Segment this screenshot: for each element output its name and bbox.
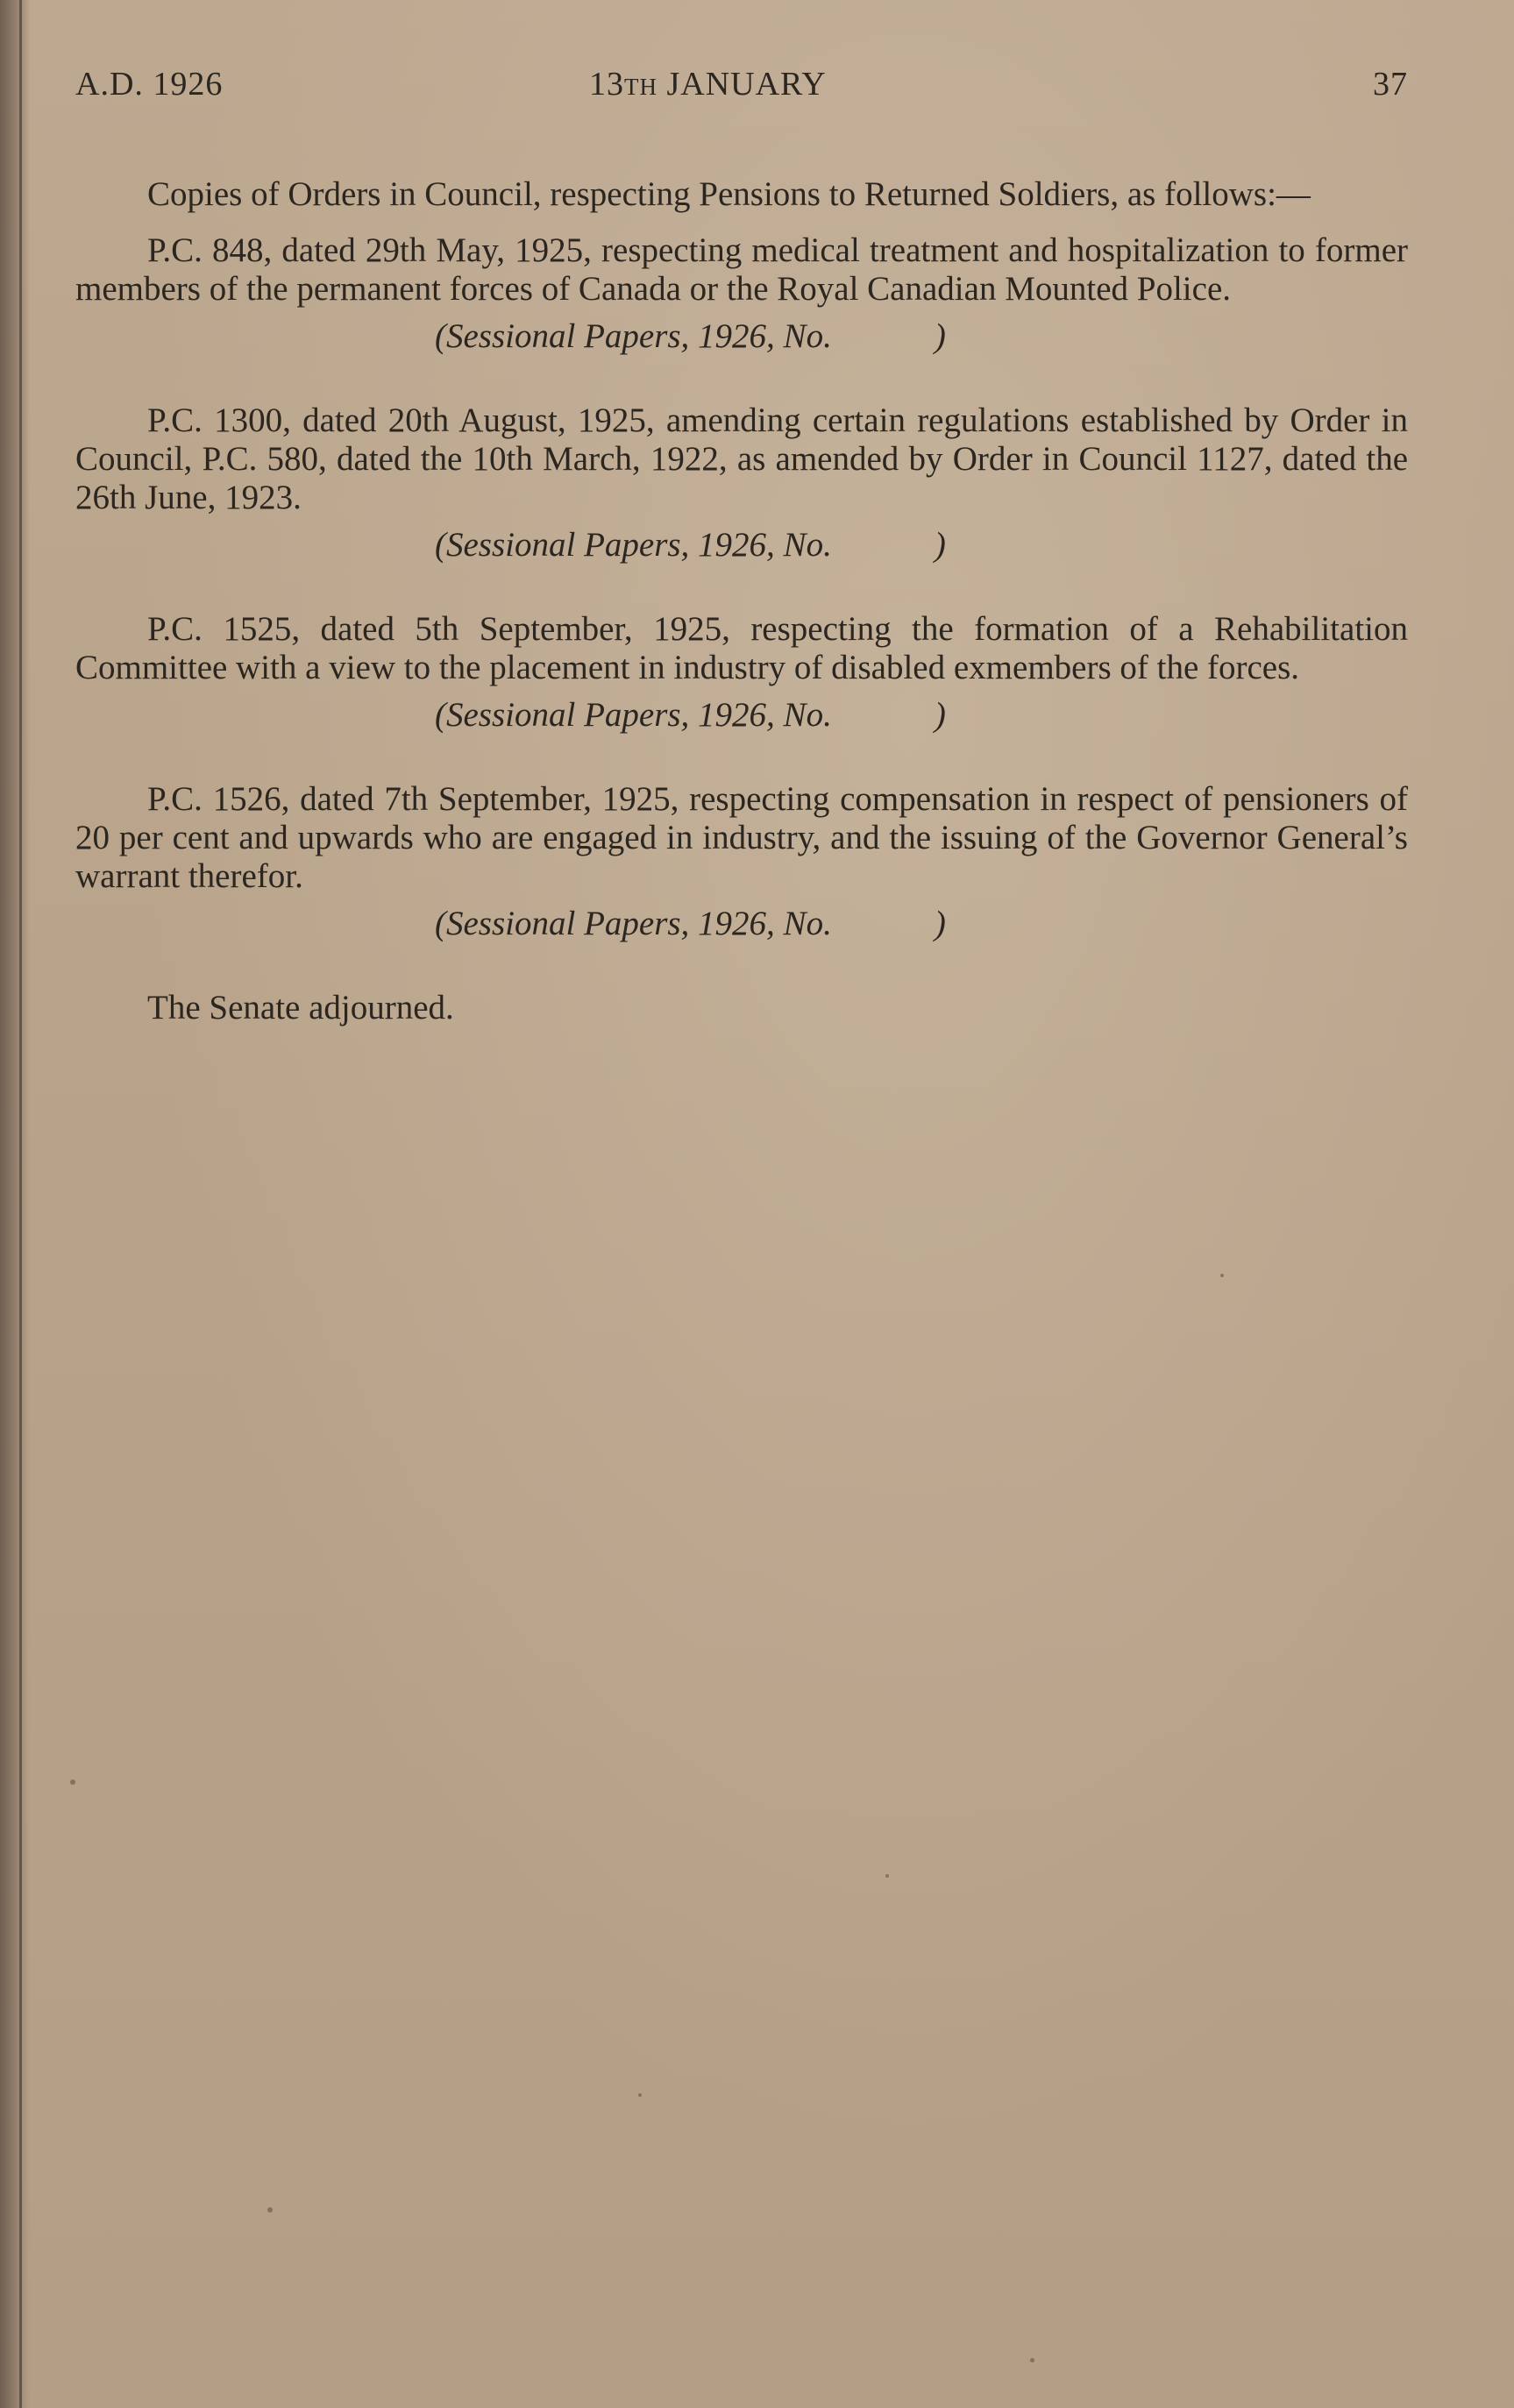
binding-edge [19,0,22,2408]
body-text [75,175,1408,1062]
paper-speck [70,1779,75,1785]
closing-line: The Senate adjourned. [147,989,454,1026]
sessional-papers-reference: (Sessional Papers, 1926, No. ) [435,696,946,734]
order-paragraph: P.C. 1300, dated 20th August, 1925, amending certain regulations established by Order in Council, P.C. 580, dated the 10th March, 1922, as amended by Order in Council 1127, dated the 26th June, 1923. [75,401,1408,516]
order-paragraph: P.C. 848, dated 29th May, 1925, respecting medical treatment and hospitalization to former members of the permanent forces of Canada or the Royal Canadian Mounted Police. [75,231,1408,308]
binding-shadow [0,0,30,2408]
paper-speck [267,2207,273,2213]
sessional-papers-reference: (Sessional Papers, 1926, No. ) [435,526,946,564]
header-day-suffix: TH [624,74,657,100]
header-date [589,65,827,103]
sessional-papers-reference: (Sessional Papers, 1926, No. ) [435,905,946,942]
header-day: 13 [589,66,624,103]
paper-speck [1030,2358,1034,2362]
paper-speck [1220,1274,1224,1277]
header-month: JANUARY [666,66,827,103]
sessional-papers-reference: (Sessional Papers, 1926, No. ) [435,317,946,355]
intro-paragraph: Copies of Orders in Council, respecting Pensions to Returned Soldiers, as follows:— [147,175,1311,213]
order-paragraph: P.C. 1525, dated 5th September, 1925, respecting the formation of a Rehabilitation Committee with a view to the placement in industry of disabled exmembers of the forces. [75,610,1408,686]
page-number: 37 [1373,66,1408,103]
paper-speck [638,2093,642,2097]
header-year: A.D. 1926 [75,66,224,103]
running-head [75,65,1408,109]
paper-speck [885,1874,889,1878]
order-paragraph: P.C. 1526, dated 7th September, 1925, respecting compensation in respect of pensioners of 20 per cent and upwards who are engaged in industry, and the issuing of the Governor General’s warrant therefor. [75,780,1408,895]
